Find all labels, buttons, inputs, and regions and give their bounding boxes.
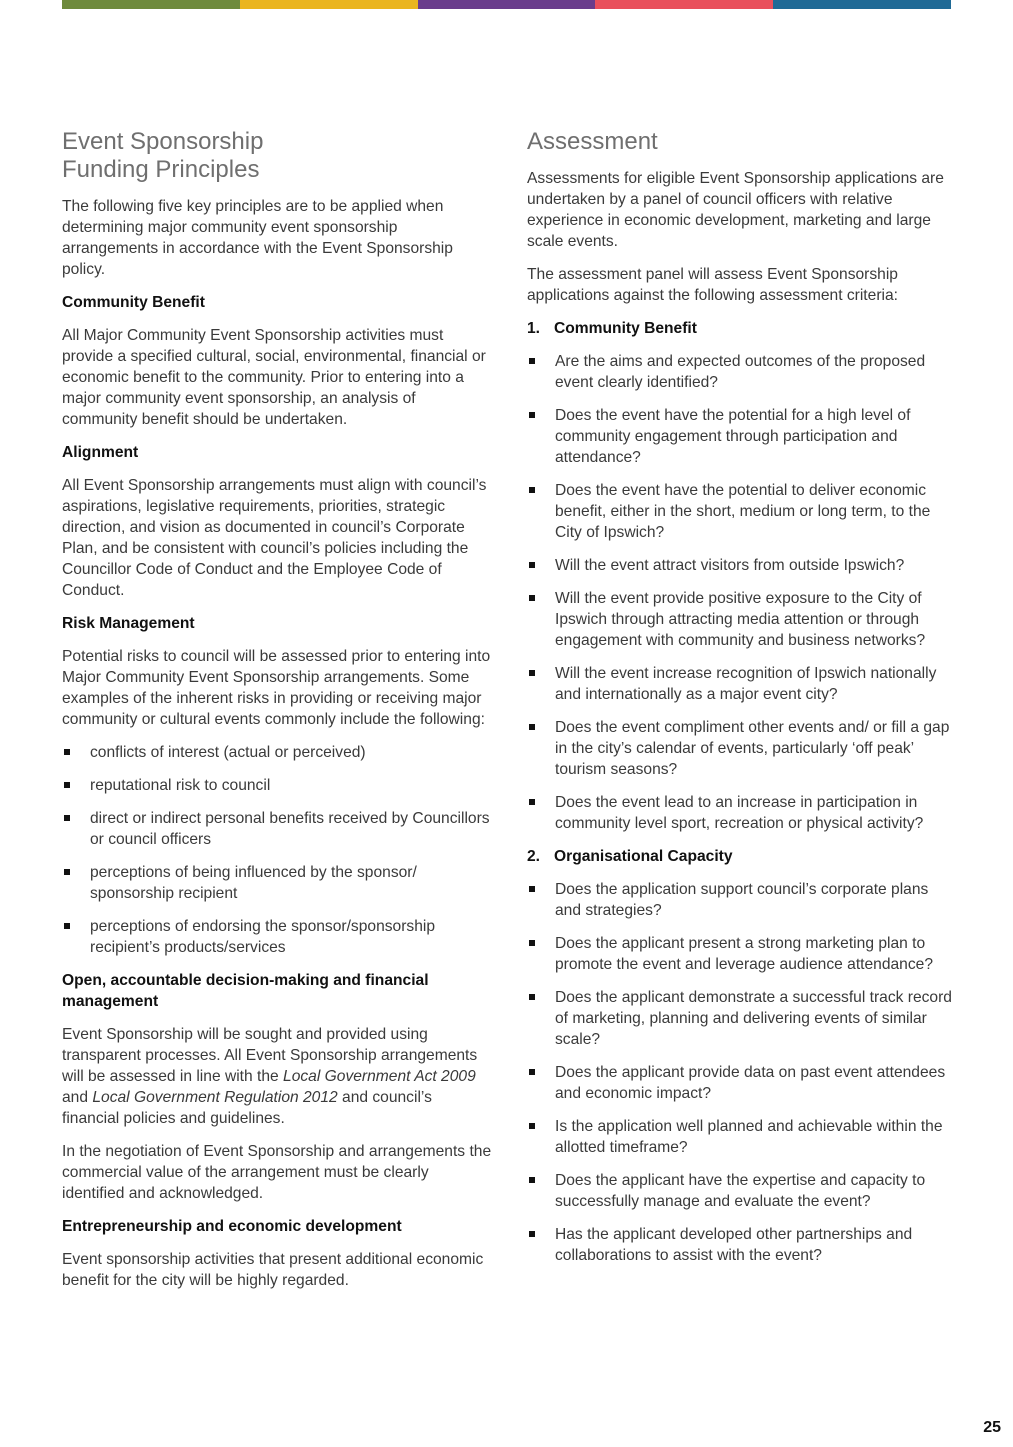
color-band-green xyxy=(62,0,240,9)
alignment-text: All Event Sponsorship arrangements must align with council’s aspirations, legislative requirements, priorities, strategic direction, and vision as documented in council’s Corporate Plan, and be consistent with council’s policies including the Councillor Code of Conduct and the Employee Code of Conduct. xyxy=(62,477,487,599)
list-item: Will the event attract visitors from outside Ipswich? xyxy=(527,555,952,576)
list-item: Does the applicant have the expertise and capacity to successfully manage and evaluate the event? xyxy=(527,1170,952,1212)
list-item: reputational risk to council xyxy=(62,775,492,796)
criterion-heading-organisational-capacity xyxy=(527,846,952,867)
negotiation-text: In the negotiation of Event Sponsorship and arrangements the commercial value of the arrangement must be clearly identified and acknowledged. xyxy=(62,1143,492,1202)
list-item: Does the event compliment other events and/ or fill a gap in the city’s calendar of events, particularly ‘off peak’ tourism seasons? xyxy=(527,717,952,780)
list-item: Does the event have the potential for a high level of community engagement through participation and attendance? xyxy=(527,405,952,468)
community-benefit-criteria-list xyxy=(527,351,952,834)
list-item: Will the event provide positive exposure to the City of Ipswich through attracting media attention or through engagement with community and business networks? xyxy=(527,588,952,651)
risk-list xyxy=(62,742,492,958)
list-item: Will the event increase recognition of Ipswich nationally and internationally as a major event city? xyxy=(527,663,952,705)
list-item: Does the applicant present a strong marketing plan to promote the event and leverage audience attendance? xyxy=(527,933,952,975)
title-line-1: Event Sponsorship xyxy=(62,128,264,155)
list-item: perceptions of endorsing the sponsor/sponsorship recipient’s products/services xyxy=(62,916,492,958)
list-item: Does the event have the potential to deliver economic benefit, either in the short, medium or long term, to the City of Ipswich? xyxy=(527,480,952,543)
heading-entrepreneurship: Entrepreneurship and economic development xyxy=(62,1218,402,1235)
title-line-2: Funding Principles xyxy=(62,156,260,183)
criterion-heading-community-benefit xyxy=(527,318,952,339)
list-item: Does the application support council’s corporate plans and strategies? xyxy=(527,879,952,921)
list-item: Are the aims and expected outcomes of the proposed event clearly identified? xyxy=(527,351,952,393)
page-number: 25 xyxy=(983,1419,1001,1436)
section-title-funding-principles xyxy=(62,128,492,184)
color-band-purple xyxy=(418,0,596,9)
list-item: Has the applicant developed other partnerships and collaborations to assist with the event? xyxy=(527,1224,952,1266)
list-item: direct or indirect personal benefits received by Councillors or council officers xyxy=(62,808,492,850)
text-run: and council’s financial policies and guidelines. xyxy=(62,1089,432,1127)
criterion-title: Community Benefit xyxy=(554,320,697,337)
left-column xyxy=(62,128,492,1303)
intro-paragraph: The following five key principles are to be applied when determining major community event sponsorship arrangements in accordance with the Event Sponsorship policy. xyxy=(62,198,453,278)
list-item: Does the applicant demonstrate a successful track record of marketing, planning and delivering events of similar scale? xyxy=(527,987,952,1050)
criterion-number: 1. xyxy=(527,320,541,337)
list-item: Is the application well planned and achievable within the allotted timeframe? xyxy=(527,1116,952,1158)
list-item: conflicts of interest (actual or perceived) xyxy=(62,742,492,763)
color-band-yellow xyxy=(240,0,418,9)
risk-management-text: Potential risks to council will be assessed prior to entering into Major Community Event Sponsorship arrangements. Some examples of the inherent risks in providing or receiving major community or cultural events commonly include the following: xyxy=(62,648,491,728)
heading-risk-management: Risk Management xyxy=(62,615,195,632)
open-accountable-text xyxy=(62,1024,492,1129)
entrepreneurship-text: Event sponsorship activities that present additional economic benefit for the city will be highly regarded. xyxy=(62,1251,484,1289)
top-color-bar xyxy=(62,0,951,9)
criterion-title: Organisational Capacity xyxy=(554,848,733,865)
organisational-capacity-criteria-list xyxy=(527,879,952,1266)
list-item: Does the event lead to an increase in participation in community level sport, recreation or physical activity? xyxy=(527,792,952,834)
regulation-title: Local Government Regulation 2012 xyxy=(92,1089,338,1106)
heading-open-accountable: Open, accountable decision-making and financial management xyxy=(62,972,429,1010)
act-title: Local Government Act 2009 xyxy=(283,1068,476,1085)
list-item: Does the applicant provide data on past event attendees and economic impact? xyxy=(527,1062,952,1104)
list-item: perceptions of being influenced by the sponsor/ sponsorship recipient xyxy=(62,862,492,904)
heading-community-benefit: Community Benefit xyxy=(62,294,205,311)
text-run: and xyxy=(62,1089,93,1106)
section-title-assessment: Assessment xyxy=(527,128,658,155)
criterion-number: 2. xyxy=(527,848,541,865)
heading-alignment: Alignment xyxy=(62,444,139,461)
color-band-red xyxy=(595,0,773,9)
right-column xyxy=(527,128,952,1278)
color-band-blue xyxy=(773,0,951,9)
assessment-criteria-intro: The assessment panel will assess Event Sponsorship applications against the following assessment criteria: xyxy=(527,266,898,304)
text-run: Event Sponsorship will be sought and provided using transparent processes. All Event Sponsorship arrangements will be assessed in line with the xyxy=(62,1026,478,1085)
assessment-intro: Assessments for eligible Event Sponsorship applications are undertaken by a panel of council officers with relative experience in economic development, marketing and large scale events. xyxy=(527,170,944,250)
community-benefit-text: All Major Community Event Sponsorship activities must provide a specified cultural, social, environmental, financial or economic benefit to the community. Prior to entering into a major community event sponsorship, an analysis of community benefit should be undertaken. xyxy=(62,327,486,428)
